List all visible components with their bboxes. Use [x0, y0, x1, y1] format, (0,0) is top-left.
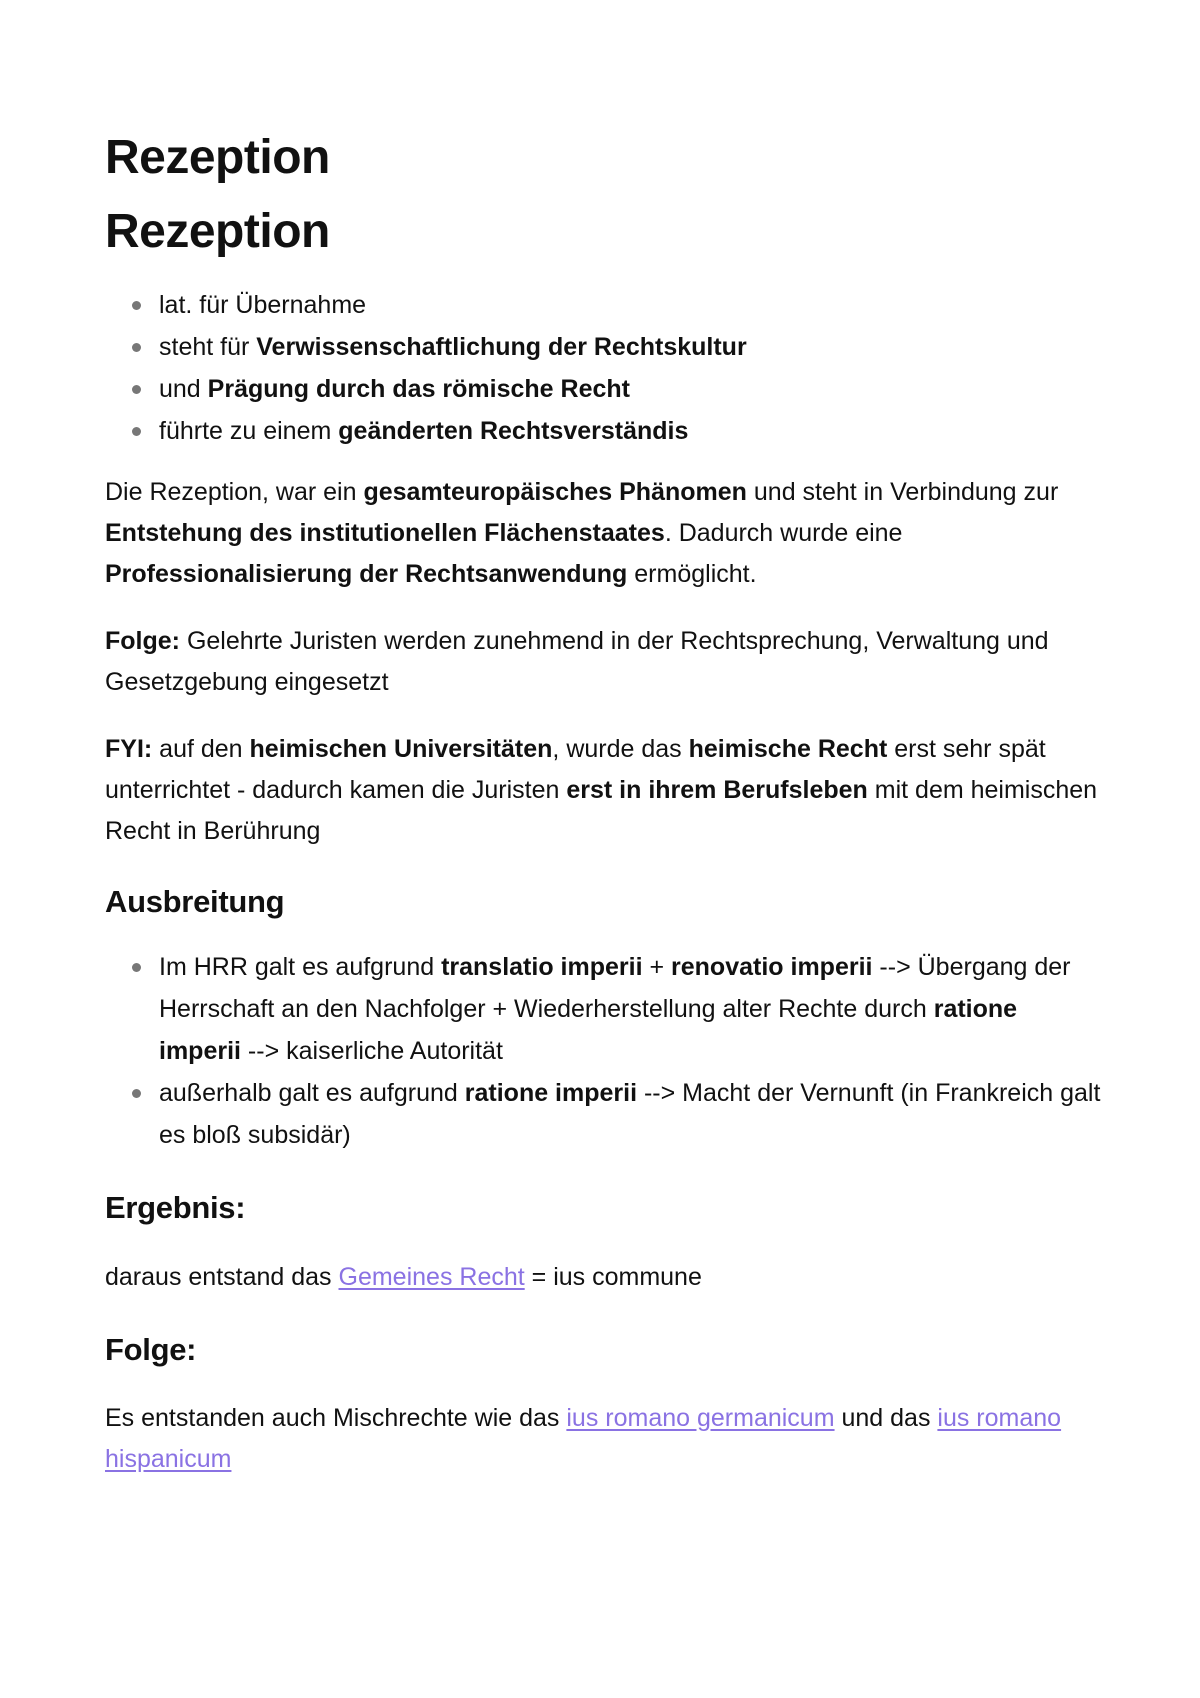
text-run: daraus entstand das — [105, 1262, 339, 1291]
text-run: ermöglicht. — [627, 560, 757, 588]
text-run: auf den — [152, 735, 250, 763]
heading-folge: Folge: — [105, 1331, 197, 1367]
list-item-text: steht für — [159, 333, 257, 361]
bold-run: renovatio imperii — [671, 953, 873, 982]
bullet-icon — [132, 1089, 141, 1098]
link-ius-romano-germanicum[interactable]: ius romano germanicum — [566, 1403, 835, 1432]
heading-ausbreitung: Ausbreitung — [105, 884, 285, 919]
text-run: außerhalb galt es aufgrund — [159, 1079, 465, 1108]
intro-list — [105, 284, 1105, 452]
text-run: . Dadurch wurde eine — [664, 519, 903, 547]
bold-run: Folge: — [105, 627, 180, 655]
text-run: Gelehrte Juristen werden zunehmend in der Rechtsprechung, Verwaltung und Gesetzgebung eingesetzt — [105, 627, 1049, 696]
bold-run: heimische Recht — [688, 735, 888, 763]
text-run: erst sehr spät unterrichtet - dadurch kamen die Juristen — [105, 735, 1046, 804]
heading-ergebnis: Ergebnis: — [105, 1190, 246, 1226]
bold-run: Professionalisierung der Rechtsanwendung — [105, 560, 628, 588]
bold-run: heimischen Universitäten — [249, 735, 553, 763]
bullet-icon — [132, 343, 141, 352]
list-item — [159, 368, 1105, 410]
paragraph-folge — [105, 1398, 1105, 1480]
bullet-icon — [132, 963, 141, 972]
page-title: Rezeption — [105, 131, 330, 184]
text-run: Es entstanden auch Mischrechte wie das — [105, 1403, 567, 1432]
text-run: und steht in Verbindung zur — [746, 478, 1059, 506]
list-item-bold: geänderten Rechtsverständis — [338, 417, 689, 445]
list-item — [159, 1072, 1105, 1156]
link-gemeines-recht[interactable]: Gemeines Recht — [338, 1262, 525, 1291]
list-item-text: und — [159, 375, 208, 403]
list-item-bold: Verwissenschaftlichung der Rechtskultur — [256, 333, 747, 361]
text-run: Im HRR galt es aufgrund — [159, 953, 442, 982]
bullet-icon — [132, 385, 141, 394]
text-run: mit dem heimischen Recht in Berührung — [105, 776, 1098, 845]
list-item — [159, 284, 1105, 326]
bullet-icon — [132, 427, 141, 436]
bold-run: Entstehung des institutionellen Flächenstaates — [105, 519, 665, 547]
text-run: --> kaiserliche Autorität — [240, 1037, 503, 1066]
page-subtitle: Rezeption — [105, 205, 330, 258]
bold-run: FYI: — [105, 735, 153, 763]
bold-run: gesamteuropäisches Phänomen — [363, 478, 747, 506]
ausbreitung-list — [105, 946, 1105, 1156]
bold-run: ratione imperii — [159, 995, 1018, 1066]
paragraph-folge-juristen — [105, 621, 1105, 703]
bold-run: erst in ihrem Berufsleben — [566, 776, 868, 804]
paragraph-ergebnis — [105, 1257, 1105, 1298]
paragraph-rezeption — [105, 472, 1105, 595]
list-item — [159, 326, 1105, 368]
text-run: , wurde das — [552, 735, 689, 763]
bold-run: translatio imperii — [441, 953, 643, 982]
list-item-text: lat. für Übernahme — [159, 291, 367, 319]
list-item-bold: Prägung durch das römische Recht — [207, 375, 630, 403]
text-run: --> Übergang der Herrschaft an den Nachfolger + Wiederherstellung alter Rechte durch — [159, 953, 1071, 1024]
bold-run: ratione imperii — [464, 1079, 638, 1108]
document-page — [105, 128, 1105, 1480]
list-item — [159, 410, 1105, 452]
list-item-text: führte zu einem — [159, 417, 339, 445]
paragraph-fyi — [105, 729, 1105, 852]
text-run: Die Rezeption, war ein — [105, 478, 364, 506]
list-item — [159, 946, 1105, 1072]
text-run: = ius commune — [524, 1262, 702, 1291]
text-run: und das — [834, 1403, 938, 1432]
text-run: --> Macht der Vernunft (in Frankreich galt es bloß subsidär) — [159, 1079, 1101, 1150]
bullet-icon — [132, 301, 141, 310]
text-run: + — [642, 953, 672, 982]
link-ius-romano-hispanicum[interactable]: ius romano hispanicum — [105, 1403, 1062, 1473]
